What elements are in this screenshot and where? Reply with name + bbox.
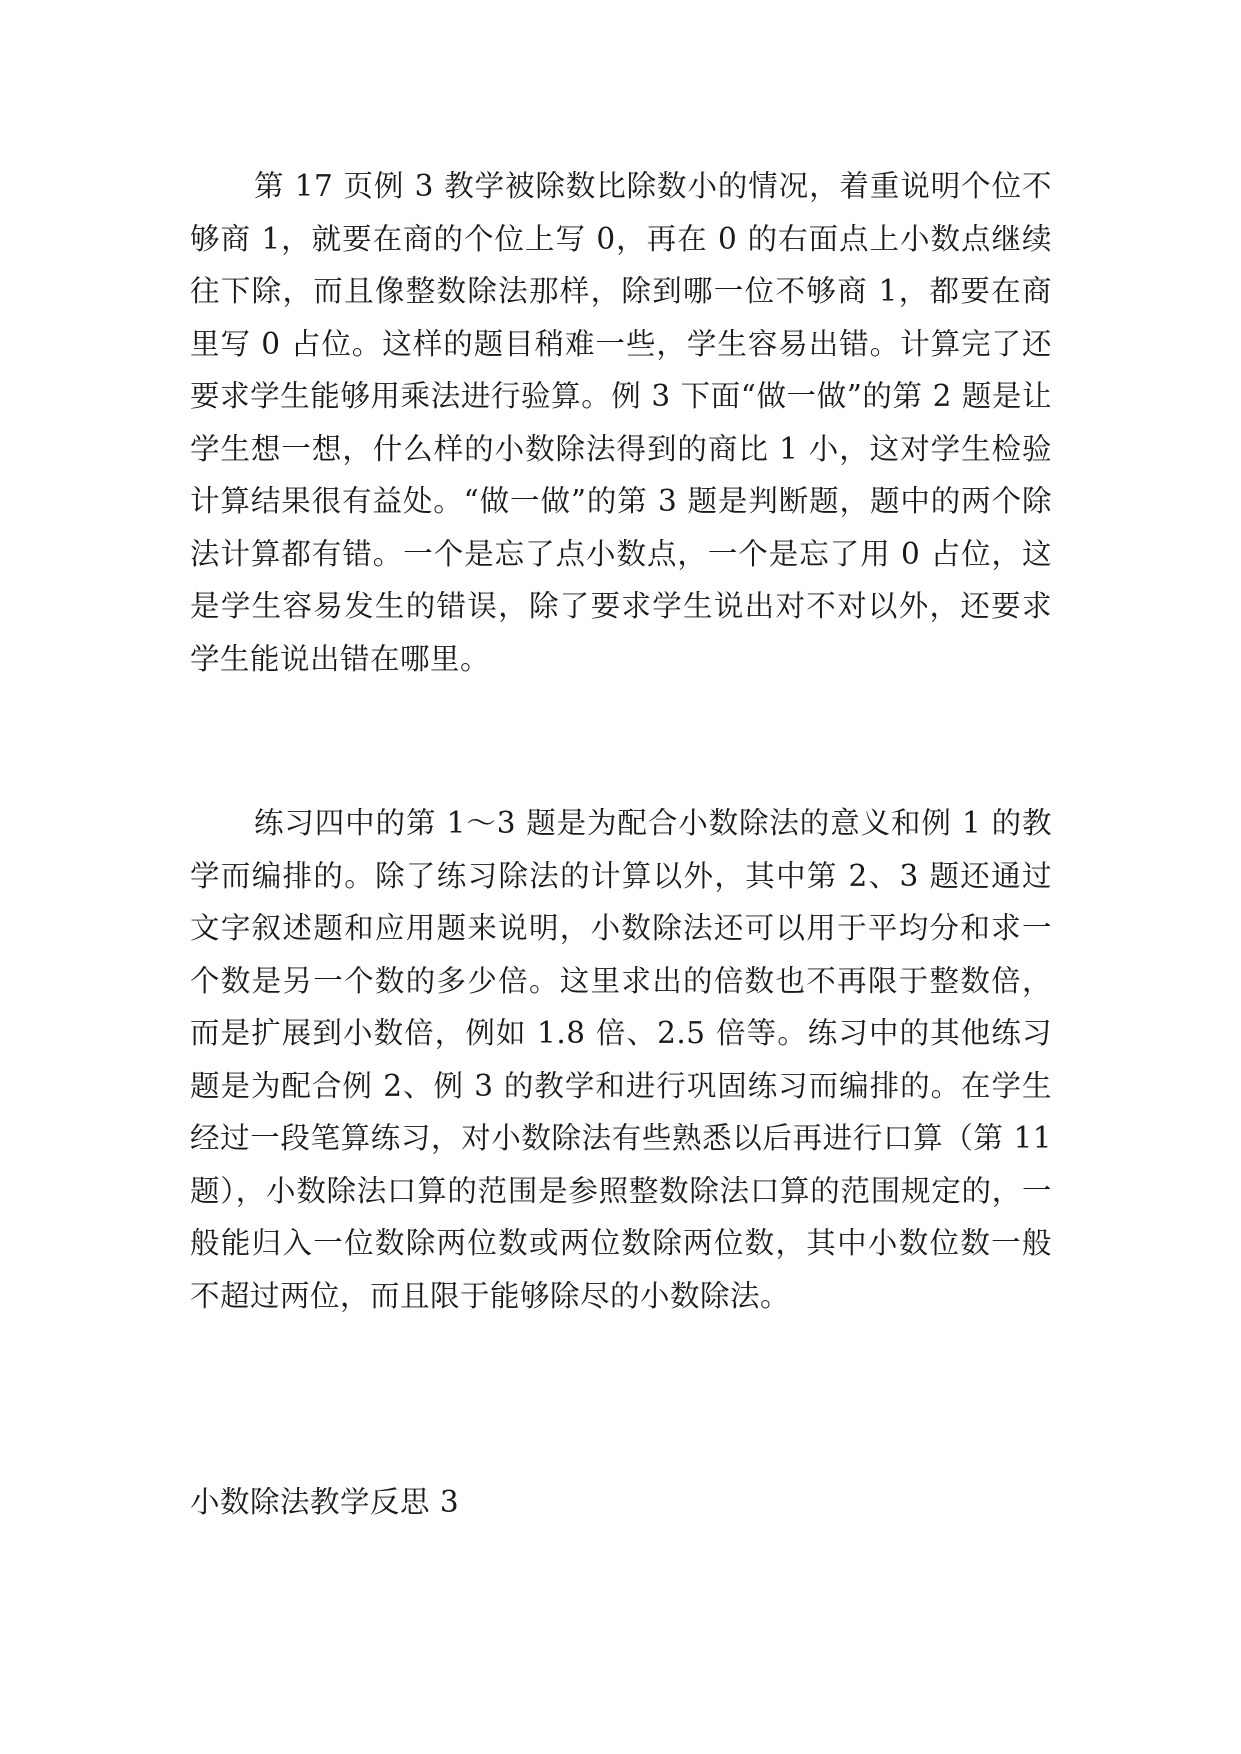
section-heading: 小数除法教学反思 3 xyxy=(190,1485,460,1519)
body-paragraph: 练习四中的第 1～3 题是为配合小数除法的意义和例 1 的教学而编排的。除了练习除法的计算以外，其中第 2、3 题还通过文字叙述题和应用题来说明，小数除法还可以用于平均分和求一个数是另一个数的多少倍。这里求出的倍数也不再限于整数倍，而是扩展到小数倍，例如 1.8 倍、2.5 倍等。练习中的其他练习题是为配合例 2、例 3 的教学和进行巩固练习而编排的。在学生经过一段笔算练习，对小数除法有些熟悉以后再进行口算（第 11 题），小数除法口算的范围是参照整数除法口算的范围规定的，一般能归入一位数除两位数或两位数除两位数，其中小数位数一般不超过两位，而且限于能够除尽的小数除法。 xyxy=(190,806,1052,1313)
body-paragraph: 第 17 页例 3 教学被除数比除数小的情况，着重说明个位不够商 1，就要在商的个位上写 0，再在 0 的右面点上小数点继续往下除，而且像整数除法那样，除到哪一位不够商 1，都要在商里写 0 占位。这样的题目稍难一些，学生容易出错。计算完了还要求学生能够用乘法进行验算。例 3 下面“做一做”的第 2 题是让学生想一想，什么样的小数除法得到的商比 1 小，这对学生检验计算结果很有益处。“做一做”的第 3 题是判断题，题中的两个除法计算都有错。一个是忘了点小数点，一个是忘了用 0 占位，这是学生容易发生的错误，除了要求学生说出对不对以外，还要求学生能说出错在哪里。 xyxy=(190,169,1052,676)
